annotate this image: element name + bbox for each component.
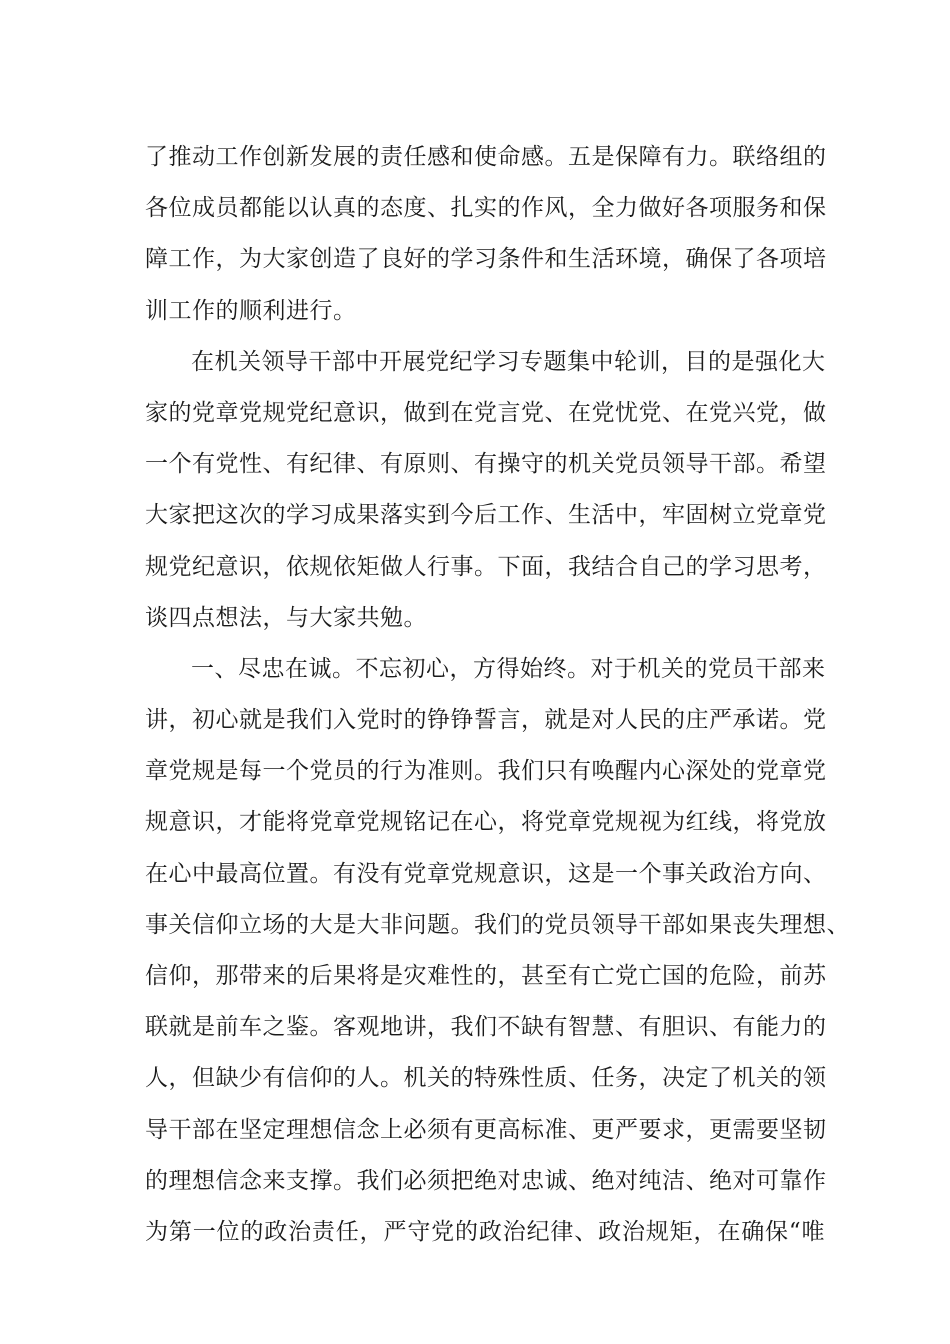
text-line: 谈四点想法，与大家共勉。 xyxy=(145,604,427,631)
text-line: 家的党章党规党纪意识，做到在党言党、在党忧党、在党兴党，做 xyxy=(145,399,827,426)
paragraph-start-line: 在机关领导干部中开展党纪学习专题集中轮训，目的是强化大 xyxy=(191,348,826,375)
text-line: 一个有党性、有纪律、有原则、有操守的机关党员领导干部。希望 xyxy=(145,451,827,478)
text-line: 了推动工作创新发展的责任感和使命感。五是保障有力。联络组的 xyxy=(145,144,827,170)
text-line: 各位成员都能以认真的态度、扎实的作风，全力做好各项服务和保 xyxy=(145,195,827,222)
text-line: 事关信仰立场的大是大非问题。我们的党员领导干部如果丧失理想、 xyxy=(145,911,850,938)
text-line: 讲，初心就是我们入党时的铮铮誓言，就是对人民的庄严承诺。党 xyxy=(145,707,827,734)
text-line: 规党纪意识，依规依矩做人行事。下面，我结合自己的学习思考， xyxy=(145,553,827,580)
text-line: 障工作，为大家创造了良好的学习条件和生活环境，确保了各项培 xyxy=(145,246,827,273)
text-line: 在心中最高位置。有没有党章党规意识，这是一个事关政治方向、 xyxy=(145,860,827,887)
text-line: 为第一位的政治责任，严守党的政治纪律、政治规矩，在确保“唯 xyxy=(145,1218,825,1245)
text-line: 规意识，才能将党章党规铭记在心，将党章党规视为红线，将党放 xyxy=(145,809,827,836)
text-line: 章党规是每一个党员的行为准则。我们只有唤醒内心深处的党章党 xyxy=(145,758,827,785)
text-line: 的理想信念来支撑。我们必须把绝对忠诚、绝对纯洁、绝对可靠作 xyxy=(145,1167,827,1194)
text-line: 导干部在坚定理想信念上必须有更高标准、更严要求，更需要坚韧 xyxy=(145,1116,827,1143)
text-line: 信仰，那带来的后果将是灾难性的，甚至有亡党亡国的危险，前苏 xyxy=(145,963,827,989)
text-line: 大家把这次的学习成果落实到今后工作、生活中，牢固树立党章党 xyxy=(145,502,827,529)
text-line: 人，但缺少有信仰的人。机关的特殊性质、任务，决定了机关的领 xyxy=(145,1065,827,1092)
text-line: 训工作的顺利进行。 xyxy=(145,297,357,324)
paragraph-start-line: 一、尽忠在诚。不忘初心，方得始终。对于机关的党员干部来 xyxy=(191,655,826,682)
text-line: 联就是前车之鉴。客观地讲，我们不缺有智慧、有胆识、有能力的 xyxy=(145,1014,827,1041)
document-body xyxy=(145,132,850,1258)
